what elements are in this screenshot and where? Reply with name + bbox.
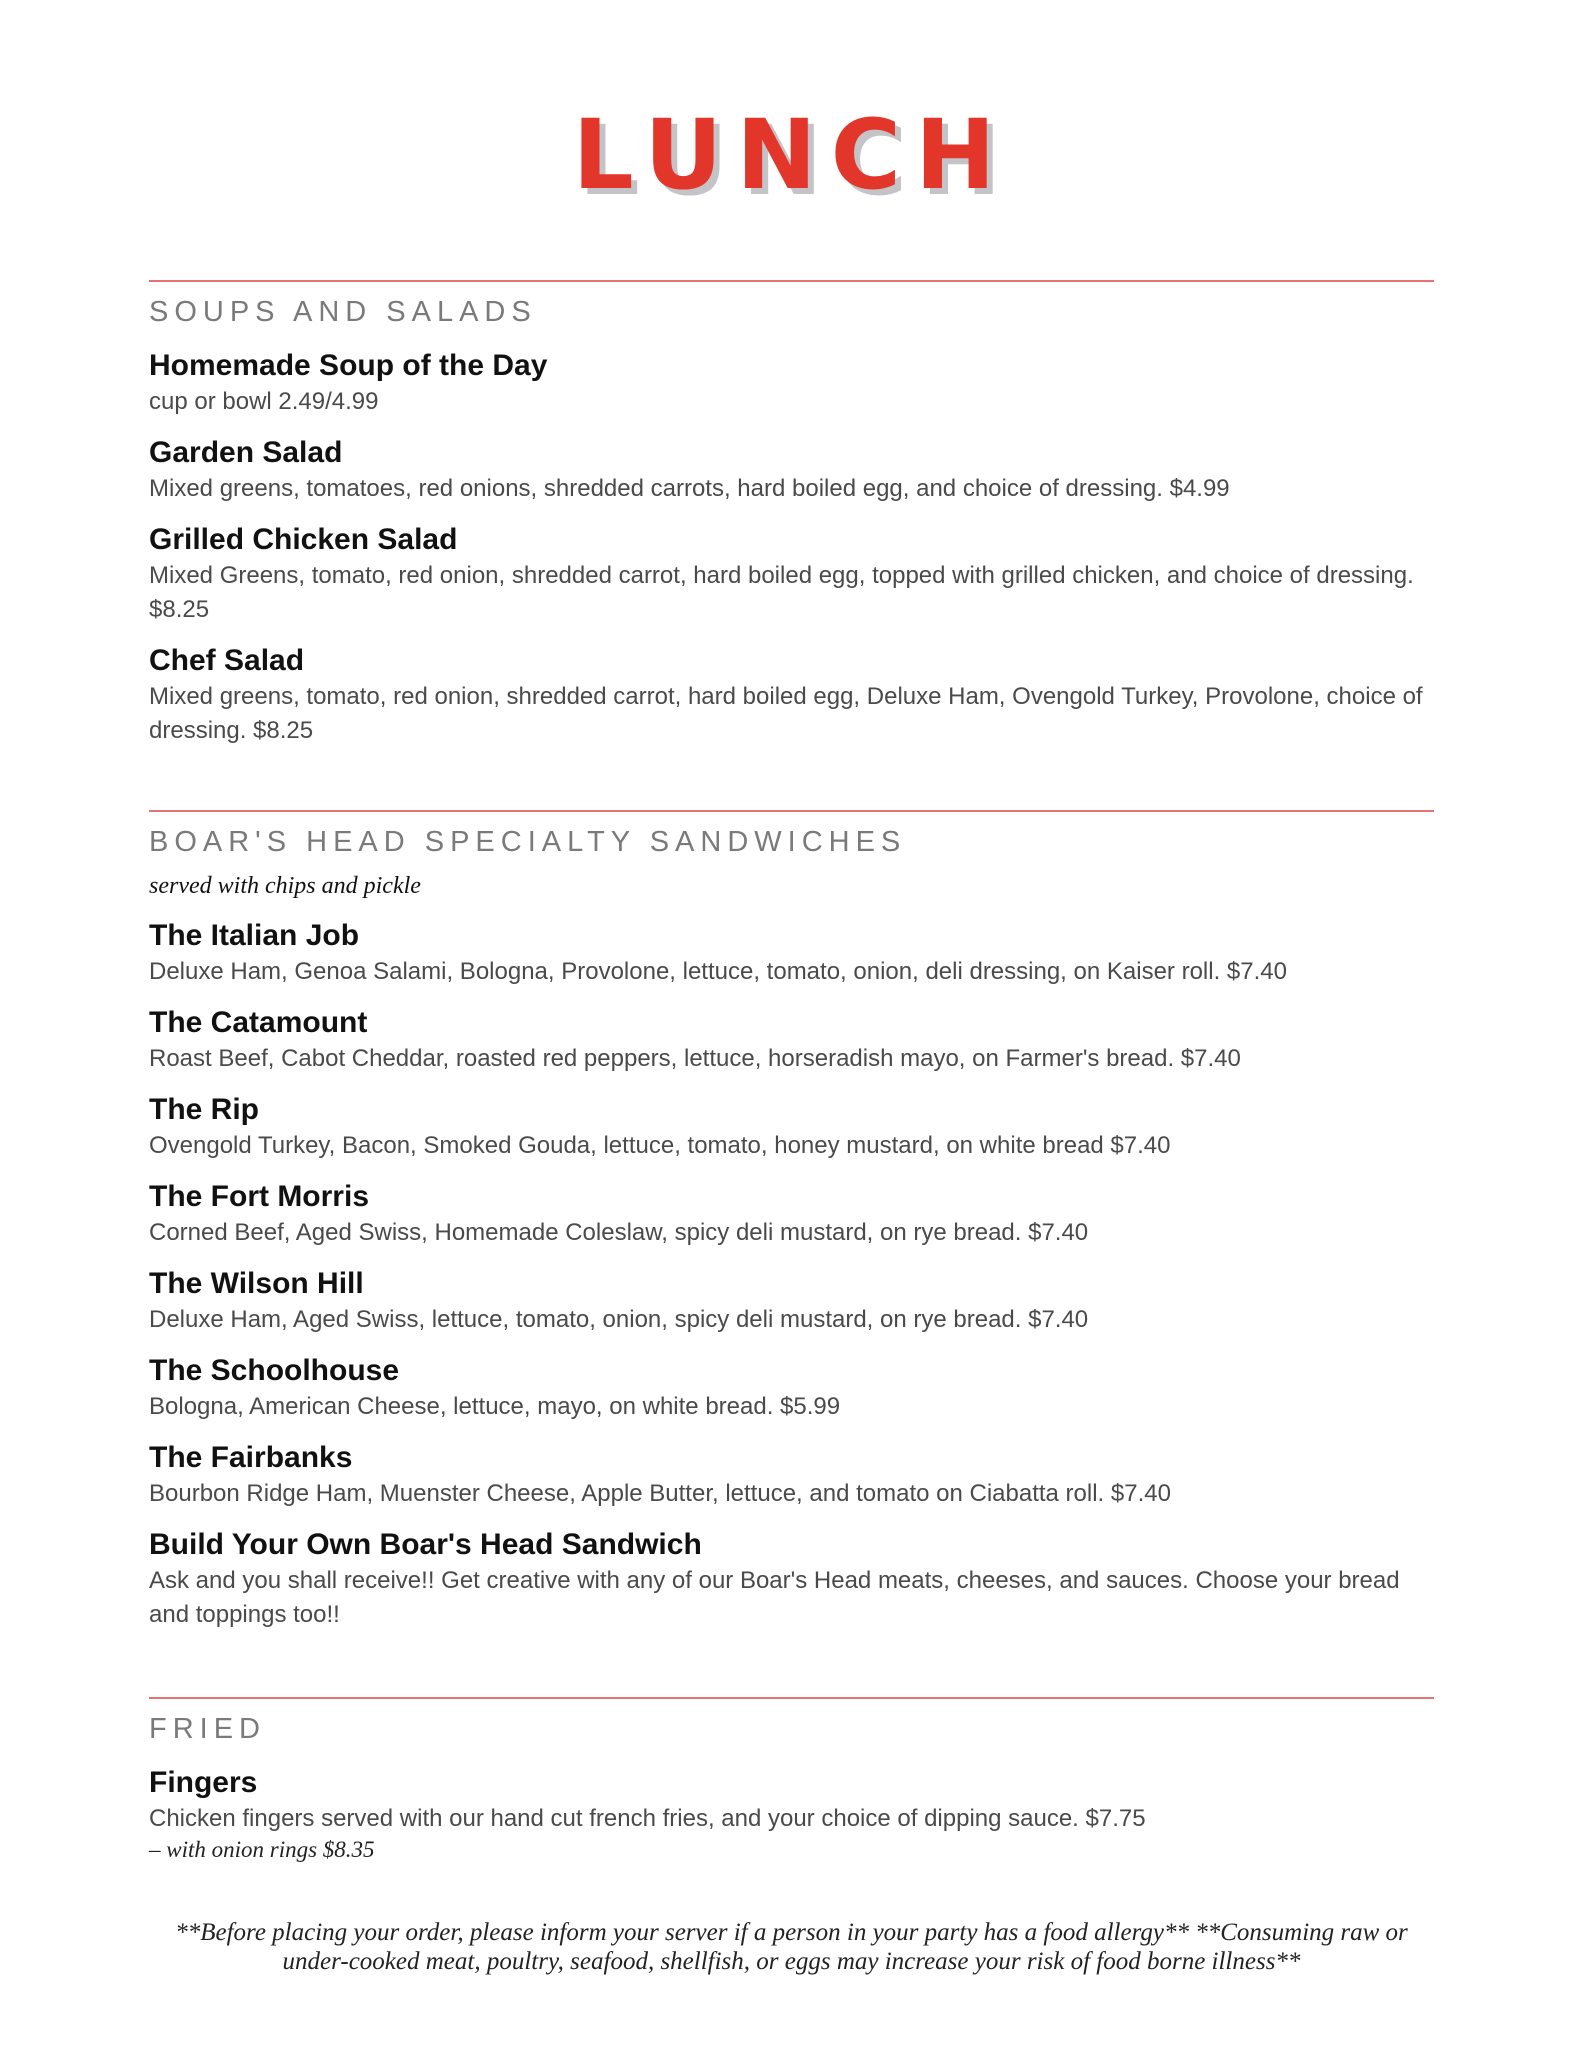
item-name: The Rip	[149, 1093, 259, 1126]
menu-item	[149, 1178, 1434, 1250]
item-description: Mixed greens, tomato, red onion, shredded carrot, hard boiled egg, Deluxe Ham, Ovengold Turkey, Provolone, choice of dressing. $8.25	[149, 683, 1423, 744]
menu-item	[149, 521, 1434, 627]
menu-item	[149, 1439, 1434, 1511]
item-description: Mixed Greens, tomato, red onion, shredded carrot, hard boiled egg, topped with grilled chicken, and choice of dressing. $8.25	[149, 562, 1414, 623]
item-name: Garden Salad	[149, 436, 343, 469]
menu-item	[149, 1764, 1434, 1864]
allergy-notice: **Before placing your order, please inform your server if a person in your party has a food allergy** **Consuming raw or under-cooked meat, poultry, seafood, shellfish, or eggs may increase your risk of food borne illness**	[175, 1919, 1408, 1975]
menu-item	[149, 1352, 1434, 1424]
section-subheading: served with chips and pickle	[149, 873, 421, 899]
item-option: – with onion rings $8.35	[149, 1837, 375, 1862]
item-name: Build Your Own Boar's Head Sandwich	[149, 1528, 702, 1561]
menu-item	[149, 347, 1434, 419]
item-name: Chef Salad	[149, 644, 305, 677]
item-description: Roast Beef, Cabot Cheddar, roasted red peppers, lettuce, horseradish mayo, on Farmer's bread. $7.40	[149, 1045, 1241, 1072]
item-description: Mixed greens, tomatoes, red onions, shredded carrots, hard boiled egg, and choice of dressing. $4.99	[149, 475, 1230, 502]
section-soups-salads	[149, 280, 1434, 748]
menu-item	[149, 1265, 1434, 1337]
menu-item	[149, 917, 1434, 989]
menu-item	[149, 1091, 1434, 1163]
item-name: The Fairbanks	[149, 1441, 353, 1474]
item-description: Ovengold Turkey, Bacon, Smoked Gouda, lettuce, tomato, honey mustard, on white bread $7.40	[149, 1132, 1171, 1159]
item-description: cup or bowl 2.49/4.99	[149, 388, 379, 415]
item-description: Ask and you shall receive!! Get creative with any of our Boar's Head meats, cheeses, and sauces. Choose your bread and toppings too!!	[149, 1567, 1400, 1628]
item-name: Fingers	[149, 1766, 258, 1799]
item-description: Deluxe Ham, Aged Swiss, lettuce, tomato, onion, spicy deli mustard, on rye bread. $7.40	[149, 1306, 1089, 1333]
section-sandwiches	[149, 810, 1434, 1632]
item-name: The Catamount	[149, 1006, 368, 1039]
item-name: The Italian Job	[149, 919, 360, 952]
item-name: Grilled Chicken Salad	[149, 523, 458, 556]
section-heading: SOUPS AND SALADS	[149, 296, 537, 328]
menu-item	[149, 1004, 1434, 1076]
menu-item	[149, 434, 1434, 506]
item-name: The Wilson Hill	[149, 1267, 364, 1300]
menu-item	[149, 642, 1434, 748]
item-description: Chicken fingers served with our hand cut french fries, and your choice of dipping sauce. $7.75	[149, 1805, 1146, 1832]
section-heading: FRIED	[149, 1713, 266, 1745]
item-description: Corned Beef, Aged Swiss, Homemade Coleslaw, spicy deli mustard, on rye bread. $7.40	[149, 1219, 1089, 1246]
item-name: The Fort Morris	[149, 1180, 370, 1213]
item-name: Homemade Soup of the Day	[149, 349, 548, 382]
item-name: The Schoolhouse	[149, 1354, 400, 1387]
section-fried	[149, 1697, 1434, 1864]
section-heading: BOAR'S HEAD SPECIALTY SANDWICHES	[149, 826, 907, 858]
item-description: Deluxe Ham, Genoa Salami, Bologna, Provolone, lettuce, tomato, onion, deli dressing, on Kaiser roll. $7.40	[149, 958, 1287, 985]
menu-title: LUNCH	[572, 99, 1010, 211]
menu-item	[149, 1526, 1434, 1632]
item-description: Bologna, American Cheese, lettuce, mayo, on white bread. $5.99	[149, 1393, 841, 1420]
item-description: Bourbon Ridge Ham, Muenster Cheese, Apple Butter, lettuce, and tomato on Ciabatta roll. $7.40	[149, 1480, 1171, 1507]
